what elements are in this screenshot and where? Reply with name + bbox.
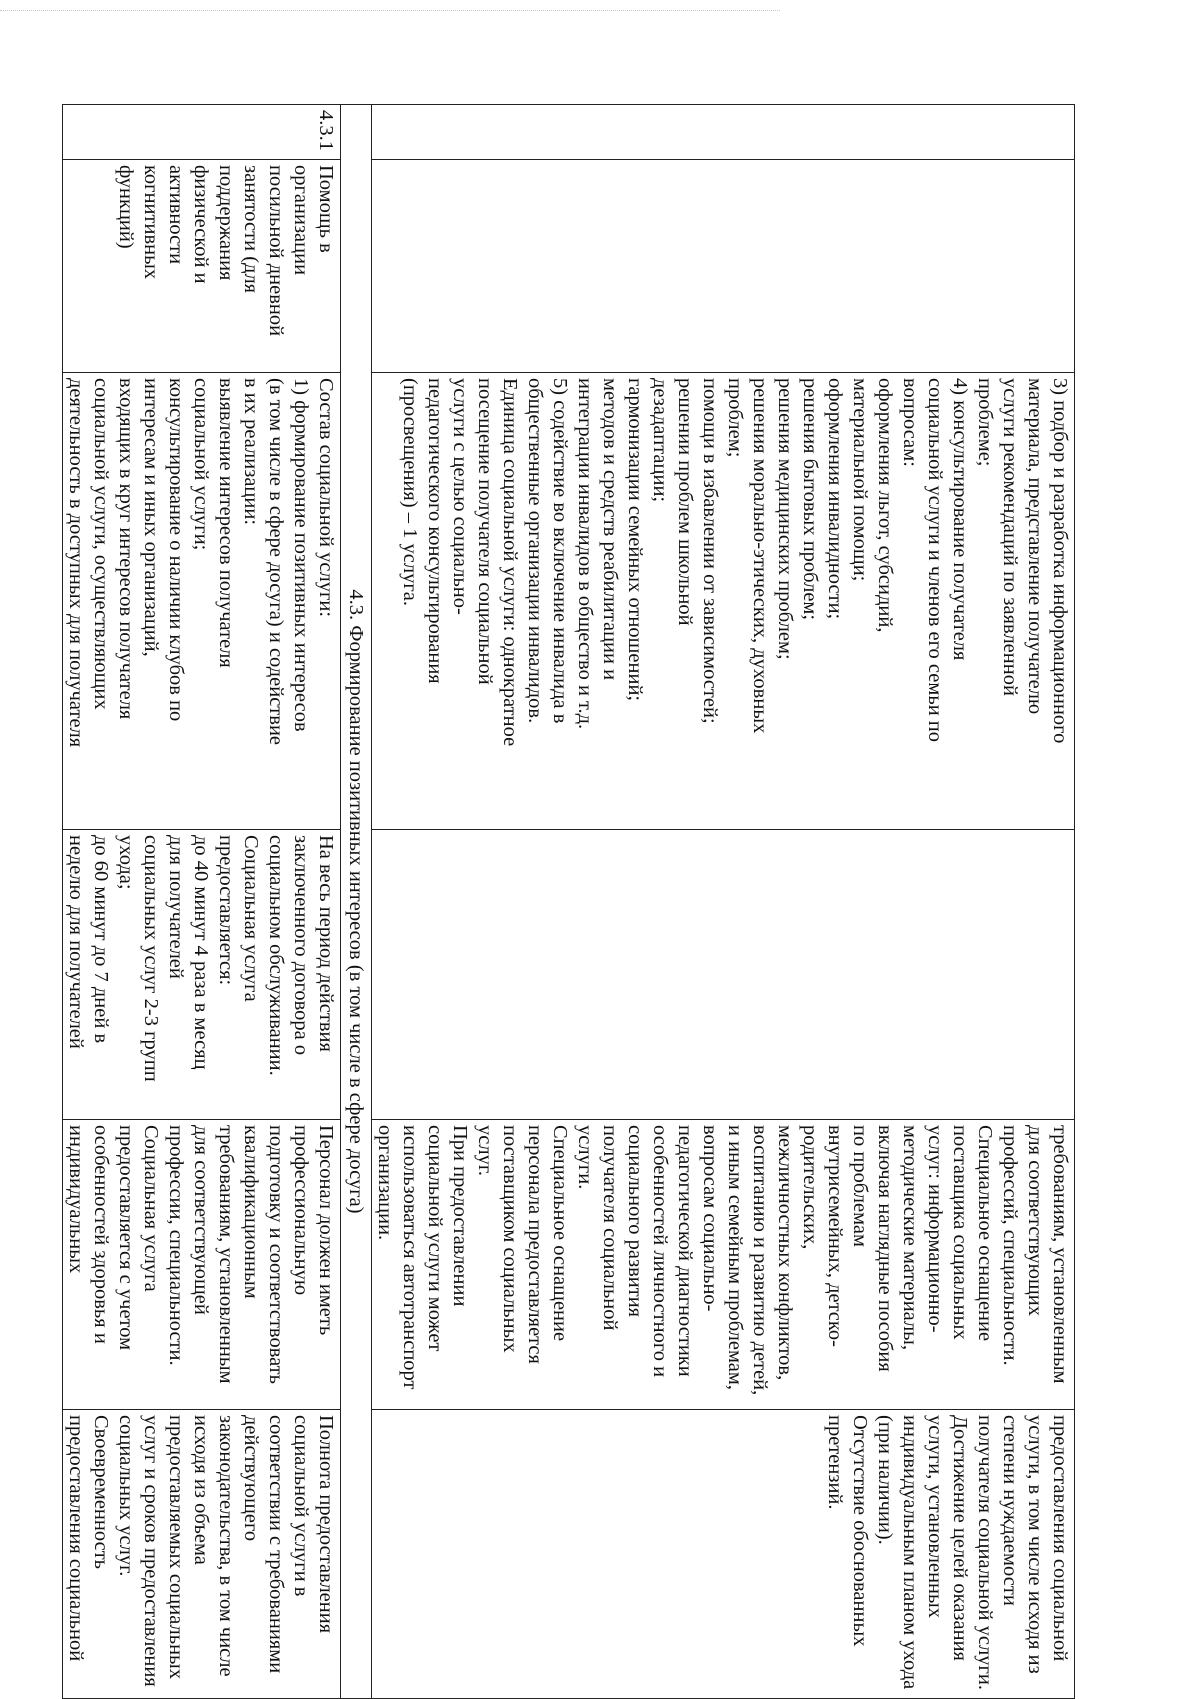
conditions-line: При предоставлении xyxy=(449,1125,471,1307)
content-line: интеграции инвалидов в общество и т.д. xyxy=(574,378,596,730)
conditions-line: социальной услуги может xyxy=(424,1125,446,1352)
name-line: физической и xyxy=(190,165,212,284)
service-name xyxy=(63,160,341,373)
content-line: 4) консультирование получателя xyxy=(949,378,971,661)
quality-line: социальных услуг. xyxy=(115,1415,137,1577)
content-line: дезадаптации; xyxy=(649,378,671,503)
conditions-line: Социальная услуга xyxy=(140,1125,162,1292)
terms-line: На весь период действия xyxy=(315,835,337,1052)
content-line: решения бытовых проблем; xyxy=(799,378,821,621)
terms-line: социальном обслуживании. xyxy=(265,835,287,1076)
conditions-line: педагогической диагностики xyxy=(674,1125,696,1377)
quality-line: степени нуждаемости xyxy=(999,1415,1021,1606)
quality-line: услуг и сроков предоставления xyxy=(140,1415,162,1687)
name-line: функций) xyxy=(115,165,137,249)
conditions-line: для соответствующих xyxy=(1024,1125,1046,1316)
section-title: 4.3. Формирование позитивных интересов (в том числе в сфере досуга) xyxy=(341,105,372,1699)
name-line: Помощь в xyxy=(315,165,337,253)
conditions-line: для соответствующей xyxy=(190,1125,212,1315)
name-line: занятости (для xyxy=(240,165,262,294)
content-line: решения медицинских проблем; xyxy=(774,378,796,660)
conditions-line: методические материалы, xyxy=(899,1125,921,1351)
terms-line: до 40 минут 4 раза в месяц xyxy=(190,835,212,1070)
conditions-line: включая наглядные пособия xyxy=(874,1125,896,1372)
quality-line: (при наличии). xyxy=(874,1415,896,1545)
conditions-line: услуги. xyxy=(574,1125,596,1190)
name-line: когнитивных xyxy=(140,165,162,280)
content-line: педагогического консультирования xyxy=(424,378,446,684)
content-line: Состав социальной услуги: xyxy=(315,378,337,618)
quality-line: законодательства, в том числе xyxy=(215,1415,237,1677)
content-line: социальной услуги; xyxy=(190,378,212,551)
table-row-4-3-1 xyxy=(63,105,341,1699)
content-line: решения морально-этических, духовных xyxy=(749,378,771,734)
cell-content xyxy=(372,373,1075,830)
service-conditions xyxy=(63,1120,341,1410)
quality-line: Отсутствие обоснованных xyxy=(849,1415,871,1647)
content-line: решении проблем школьной xyxy=(674,378,696,626)
content-line: консультирование о наличии клубов по xyxy=(165,378,187,722)
content-line: методов и средств реабилитации и xyxy=(599,378,621,681)
content-line: деятельность в доступных для получателя xyxy=(65,378,87,748)
content-line: общественные организации инвалидов. xyxy=(524,378,546,724)
content-line: услуги с целью социально- xyxy=(449,378,471,615)
conditions-line: межличностных конфликтов, xyxy=(774,1125,796,1381)
service-quality xyxy=(63,1410,341,1699)
conditions-line: профессии, специальности. xyxy=(165,1125,187,1366)
service-terms xyxy=(63,830,341,1120)
content-line: в их реализации: xyxy=(240,378,262,526)
conditions-line: профессий, специальности. xyxy=(999,1125,1021,1366)
conditions-line: требованиям, установленным xyxy=(215,1125,237,1384)
quality-line: предоставляемых социальных xyxy=(165,1415,187,1680)
content-line: материальной помощи; xyxy=(849,378,871,582)
content-line: интересам и иных организаций, xyxy=(140,378,162,657)
quality-line: Достижение целей оказания xyxy=(949,1415,971,1661)
table-row-continued xyxy=(372,105,1075,1699)
quality-line: социальной услуги в xyxy=(290,1415,312,1597)
conditions-line: по проблемам xyxy=(849,1125,871,1247)
cell-number-empty xyxy=(372,105,1075,160)
content-line: оформления инвалидности; xyxy=(824,378,846,620)
terms-line: предоставляется: xyxy=(215,835,237,986)
content-line: (в том числе в сфере досуга) и содействие xyxy=(265,378,287,746)
content-line: проблем; xyxy=(724,378,746,458)
conditions-line: предоставляется с учетом xyxy=(115,1125,137,1351)
terms-line: ухода; xyxy=(115,835,137,890)
content-line: 1) формирование позитивных интересов xyxy=(290,378,312,732)
cell-quality xyxy=(372,1410,1075,1699)
conditions-line: организации. xyxy=(374,1125,396,1241)
content-line: 5) содействие во включение инвалида в xyxy=(549,378,571,724)
quality-line: индивидуальным планом ухода xyxy=(899,1415,921,1690)
conditions-line: Персонал должен иметь xyxy=(315,1125,337,1336)
conditions-line: родительских, xyxy=(799,1125,821,1250)
quality-line: исходя из объема xyxy=(190,1415,212,1565)
content-line: гармонизации семейных отношений; xyxy=(624,378,646,702)
name-line: организации xyxy=(290,165,312,276)
quality-line: соответствии с требованиями xyxy=(265,1415,287,1674)
conditions-line: внутрисемейных, детско- xyxy=(824,1125,846,1347)
conditions-line: персонала предоставляется xyxy=(524,1125,546,1364)
conditions-line: использоваться автотранспорт xyxy=(399,1125,421,1390)
cell-conditions xyxy=(372,1120,1075,1410)
conditions-line: Специальное оснащение xyxy=(974,1125,996,1342)
terms-line: Социальная услуга xyxy=(240,835,262,1002)
content-line: 3) подбор и разработка информационного xyxy=(1049,378,1071,744)
name-line: поддержания xyxy=(215,165,237,281)
conditions-line: вопросам социально- xyxy=(699,1125,721,1312)
conditions-line: поставщиком социальных xyxy=(499,1125,521,1353)
quality-line: услуги, установленных xyxy=(924,1415,946,1619)
conditions-line: требованиям, установленным xyxy=(1049,1125,1071,1384)
conditions-line: поставщика социальных xyxy=(949,1125,971,1340)
quality-line: Своевременность xyxy=(90,1415,112,1570)
cell-name-empty xyxy=(372,160,1075,373)
conditions-line: социального развития xyxy=(624,1125,646,1318)
name-line: посильной дневной xyxy=(265,165,287,337)
services-table xyxy=(62,104,1075,1699)
name-line: активности xyxy=(165,165,187,265)
conditions-line: индивидуальных xyxy=(65,1125,87,1274)
content-line: услуги рекомендаций по заявленной xyxy=(999,378,1021,696)
terms-line: неделю для получателей xyxy=(65,835,87,1049)
document-page xyxy=(65,104,1075,1698)
content-line: выявление интересов получателя xyxy=(215,378,237,668)
conditions-line: квалификационным xyxy=(240,1125,262,1299)
cell-terms-empty xyxy=(372,830,1075,1120)
terms-line: для получателей xyxy=(165,835,187,979)
terms-line: заключенного договора о xyxy=(290,835,312,1056)
content-line: проблеме; xyxy=(974,378,996,467)
content-line: входящих в круг интересов получателя xyxy=(115,378,137,720)
quality-line: действующего xyxy=(240,1415,262,1542)
quality-line: предоставления социальной xyxy=(65,1415,87,1662)
conditions-line: услуг. xyxy=(474,1125,496,1177)
conditions-line: профессиональную xyxy=(290,1125,312,1296)
quality-line: получателя социальной услуги. xyxy=(974,1415,996,1690)
terms-line: до 60 минут до 7 дней в xyxy=(90,835,112,1044)
content-line: социальной услуги, осуществляющих xyxy=(90,378,112,710)
service-number: 4.3.1 xyxy=(63,105,341,160)
conditions-line: получателя социальной xyxy=(599,1125,621,1331)
content-line: Единица социальной услуги: однократное xyxy=(499,378,521,747)
quality-line: услуги, в том числе исходя из xyxy=(1024,1415,1046,1674)
conditions-line: воспитанию и развитию детей, xyxy=(749,1125,771,1396)
quality-line: Полнота предоставления xyxy=(315,1415,337,1634)
quality-line: предоставления социальной xyxy=(1049,1415,1071,1662)
conditions-line: особенностей здоровья и xyxy=(90,1125,112,1344)
terms-line: социальных услуг 2-3 групп xyxy=(140,835,162,1082)
content-line: (просвещения) – 1 услуга. xyxy=(399,378,421,606)
quality-line: претензий. xyxy=(824,1415,846,1510)
content-line: вопросам: xyxy=(899,378,921,467)
scan-edge-line xyxy=(0,10,780,11)
content-line: посещение получателя социальной xyxy=(474,378,496,685)
content-line: социальной услуги и членов его семьи по xyxy=(924,378,946,743)
conditions-line: и иным семейным проблемам, xyxy=(724,1125,746,1390)
conditions-line: Специальное оснащение xyxy=(549,1125,571,1342)
conditions-line: особенностей личностного и xyxy=(649,1125,671,1378)
section-header-row xyxy=(341,105,372,1699)
content-line: материала, представление получателю xyxy=(1024,378,1046,715)
service-content xyxy=(63,373,341,830)
content-line: помощи в избавлении от зависимостей; xyxy=(699,378,721,724)
content-line: оформления льгот, субсидий, xyxy=(874,378,896,633)
conditions-line: услуг: информационно- xyxy=(924,1125,946,1333)
conditions-line: подготовку и соответствовать xyxy=(265,1125,287,1384)
